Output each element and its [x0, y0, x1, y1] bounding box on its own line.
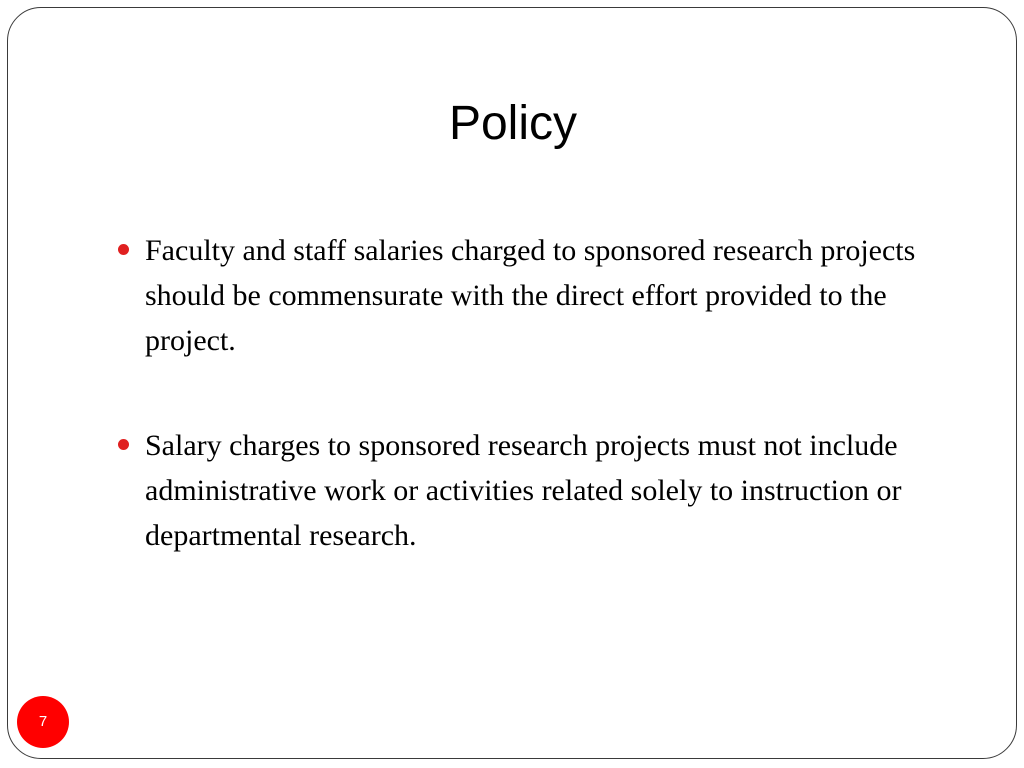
bullet-dot-icon — [118, 439, 129, 450]
bullet-item — [118, 423, 918, 558]
page-number-badge: 7 — [17, 696, 69, 748]
bullet-dot-icon — [118, 244, 129, 255]
bullet-text: Faculty and staff salaries charged to sponsored research projects should be commensurate with the direct effort provided to the project. — [145, 234, 916, 357]
slide-frame — [7, 7, 1017, 759]
slide-title: Policy — [448, 97, 578, 150]
bullet-item — [118, 228, 918, 363]
bullet-list — [118, 228, 918, 618]
bullet-text: Salary charges to sponsored research projects must not include administrative work or activities related solely to instruction or departmental research. — [145, 429, 902, 552]
